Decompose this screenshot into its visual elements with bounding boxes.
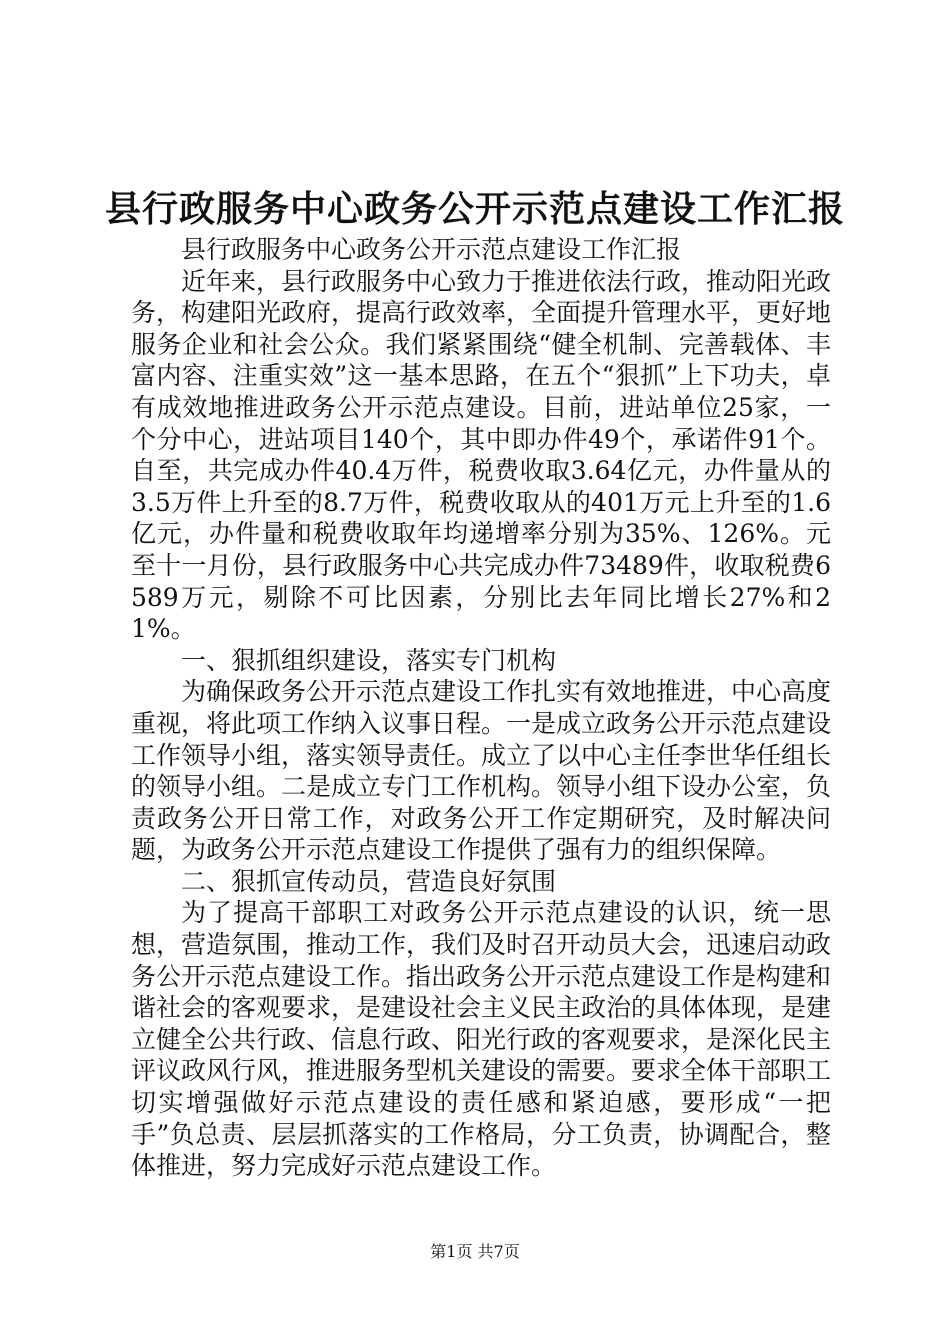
page-footer: 第1页 共7页 xyxy=(430,1242,520,1261)
section-heading-1: 一、狠抓组织建设，落实专门机构 xyxy=(181,645,557,675)
document-title: 县行政服务中心政务公开示范点建设工作汇报 xyxy=(104,189,845,230)
section-heading-2: 二、狠抓宣传动员，营造良好氛围 xyxy=(181,866,557,896)
subtitle-paragraph: 县行政服务中心政务公开示范点建设工作汇报 xyxy=(181,235,682,264)
section-paragraph-2: 为了提高干部职工对政务公开示范点建设的认识，统一思想，营造氛围，推动工作，我们及时召开动员大会，迅速启动政务公开示范点建设工作。指出政务公开示范点建设工作是构建和谐社会的客观要求，是建设社会主义民主政治的具体体现，是建立健全公共行政、信息行政、阳光行政的客观要求，是深化民主评议政风行风，推进服务型机关建设的需要。要求全体干部职工切实增强做好示范点建设的责任感和紧迫感，要形成“一把手”负总责、层层抓落实的工作格局，分工负责，协调配合，整体推进，努力完成好示范点建设工作。 xyxy=(131,898,832,1181)
document-body xyxy=(131,234,831,1182)
section-paragraph-1: 为确保政务公开示范点建设工作扎实有效地推进，中心高度重视，将此项工作纳入议事日程。一是成立政务公开示范点建设工作领导小组，落实领导责任。成立了以中心主任李世华任组长的领导小组。二是成立专门工作机构。领导小组下设办公室，负责政务公开日常工作，对政务公开工作定期研究，及时解决问题，为政务公开示范点建设工作提供了强有力的组织保障。 xyxy=(131,677,832,865)
intro-paragraph: 近年来，县行政服务中心致力于推进依法行政，推动阳光政务，构建阳光政府，提高行政效率，全面提升管理水平，更好地服务企业和社会公众。我们紧紧围绕“健全机制、完善载体、丰富内容、注重实效”这一基本思路，在五个“狠抓”上下功夫，卓有成效地推进政务公开示范点建设。目前，进站单位25家，一个分中心，进站项目140个，其中即办件49个，承诺件91个。自至，共完成办件40.4万件，税费收取3.64亿元，办件量从的3.5万件上升至的8.7万件，税费收取从的401万元上升至的1.6亿元，办件量和税费收取年均递增率分别为35%、126%。元至十一月份，县行政服务中心共完成办件73489件，收取税费6589万元，剔除不可比因素，分别比去年同比增长27%和21%。 xyxy=(131,266,832,644)
